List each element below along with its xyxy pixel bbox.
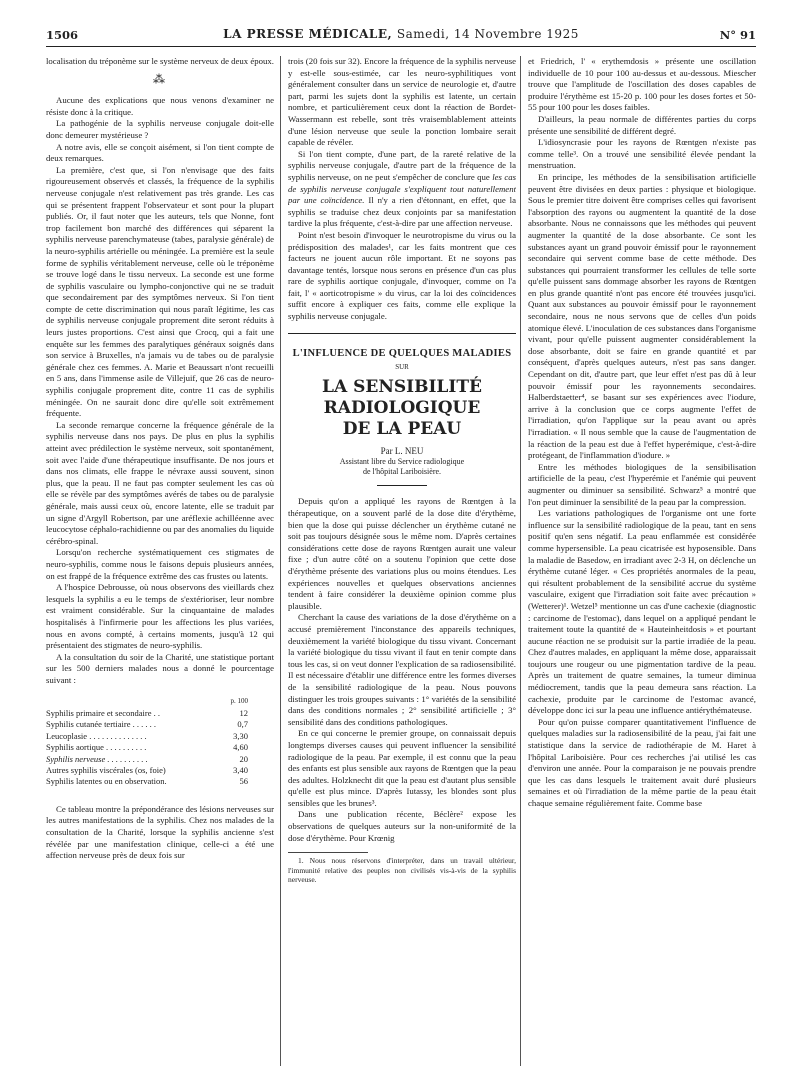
heading-rule: [377, 485, 427, 486]
article-title-line-3: DE LA PEAU: [342, 418, 462, 439]
table-label: Syphilis aortique . . . . . . . . . .: [46, 742, 147, 753]
text-run: Si l'on tient compte, d'une part, de la rareté relative de la syphilis nerveuse conjugale, d'autre part de la fréquence de la syphilis nerveuse, on ne peut s'empêcher de conclure que: [288, 148, 516, 182]
paragraph: En ce qui concerne le premier groupe, on connaissait depuis longtemps diverses causes qui peuvent influencer la sensibilité radiologique de la peau. Par exemple, il est connu que la peau des enfants est plus sensible aux rayons de Rœntgen que la peau des adultes. Holzknecht dit que la peau est d'autant plus sensible qu'elle est plus mince. D'après Iutassy, les blondes sont plus sensibles que les brunes³.: [288, 728, 516, 808]
paragraph: A la consultation du soir de la Charité, une statistique portant sur les 500 derniers malades nous a donné le pourcentage suivant :: [46, 651, 274, 685]
footnote: 1. Nous nous réservons d'interpréter, dans un travail ultérieur, l'immunité relative des peuples non civilisés vis-à-vis de la syphilis nerveuse.: [288, 856, 516, 885]
table-row: [46, 765, 256, 776]
page-number: 1506: [46, 28, 79, 42]
paragraph: Aucune des explications que nous venons d'examiner ne résiste donc à la critique.: [46, 95, 274, 117]
table-label: Syphilis nerveuse . . . . . . . . . .: [46, 753, 148, 764]
paragraph: Entre les méthodes biologiques de la sensibilisation artificielle de la peau, c'est l'hyperémie et l'anémie qui peuvent augmenter ou diminuer sa sensibilité. Schwarz⁵ a montré que l'on peut diminuer la sensibilité de la peau par la compression.: [528, 461, 756, 507]
italic-conclusion: les cas de syphilis nerveuse conjugale s'expliquent tout naturellement par une coïncidence.: [288, 171, 516, 206]
paragraph: Depuis qu'on a appliqué les rayons de Rœntgen à la thérapeutique, on a souvent parlé de la dose dite d'érythème, bien que la dose qui puisse déclencher un érythème cutané ne soit pas toujours désignée sous le même nom. D'après certaines considérations cette dose de rayons Rœntgen aurait une valeur fixe ; d'un autre côté on a soutenu l'opinion que cette dose d'érythème présente des variations plus ou moins étendues. Les expériences nouvelles et quelques observations anciennes tendent à faire considérer la deuxième opinion comme plus plausible.: [288, 496, 516, 611]
statistics-table: [46, 696, 256, 787]
paragraph: Lorsqu'on recherche systématiquement ces stigmates de neuro-syphilis, comme nous le faisons depuis plusieurs années, on est frappé de la fréquence extrême des cas frustes ou latents.: [46, 547, 274, 581]
paragraph: Pour qu'on puisse comparer quantitativement l'influence de quelques maladies sur la radiosensibilité de la peau, j'ai fait une statistique dans la service de radiothérapie de M. Haret à l'hôpital Lariboisière. Pour ces recherches j'ai utilisé les cas d'environ une année. Pour la comparaison je ne pouvais prendre que les cas dans lesquels le traitement avait duré plusieurs semaines et où l'irradiation de la même partie de la peau était chaque semaine régulièrement faite. Comme base: [528, 716, 756, 808]
table-value: 4,60: [233, 742, 248, 753]
table-row: [46, 776, 256, 787]
article-title-line-2: LA SENSIBILITÉ RADIOLOGIQUE: [322, 376, 482, 418]
table-label: Leucoplasie . . . . . . . . . . . . . .: [46, 730, 147, 741]
paragraph: En principe, les méthodes de la sensibilisation artificielle peuvent être divisées en deux parties : physique et biologique. Sous le premier titre doivent être comprises celles qui favorisent l'absorption des rayons ou augmentent la quantité de la dose absorbante. Nous ne connaissons que les méthodes qui peuvent augmenter la quantité de la dose absorbante. Ce sont les substances ayant un grand pouvoir émissif pour le rayonnement secondaire qui servent comme base de cette méthode. Des substances qui pourraient transformer les cellules de telle sorte qu'elle puissent sans dommage absorber les rayons de Rœntgen en plus grande quantité n'ont pas encore été trouvées jusqu'ici. Quant aux substances au pouvoir émissif pour le rayonnement secondaire, nous ne nous servons que de celles d'un poids atomique élevé. L'inoculation de ces substances dans l'organisme vivant, pour qu'elle puissent augmenter considérablement la dose absorbante, doit se faire en grande quantité et par conséquent, d'après quelques auteurs, n'est pas sans danger. Cependant on dit, d'autre part, que leur effet n'est pas dû à leur pouvoir émissif pour les rayonnements secondaires. Halberdstaetter⁴, se basant sur ses expériences avec l'iodure, arrive à la conclusion que ce corps augmente l'effet de l'irradiation, qu'on l'applique sur la peau avant ou après l'irradiation. « Il nous semble que la cause de l'augmentation de la réaction de la peau est due à l'effet hyperémique, c'est-à-dire protégeant, de l'inflammation d'iodure. »: [528, 171, 756, 461]
paragraph: La première, c'est que, si l'on n'envisage que des faits rigoureusement observés et classés, la fréquence de la syphilis nerveuse conjugale n'est relativement pas très grande. Les cas qui se présentent frappent l'observateur et sont pour la plupart publiés. Or, il faut noter que les auteurs, tels que Nonne, font trop facilement bon marché des différences qui séparent la syphilis nerveuse parenchymateuse (tabes, paralysie générale) de la neuro-syphilis artérielle ou méningée. La première est la seule forme de syphilis véritablement nerveuse, celle où le tréponème se trouve logé dans le tissu nerveux. La seconde est une forme de syphilis vasculaire ou lympho-conjonctive qui ne se traduit que secondairement par des symptômes nerveux. Si l'on tient compte de cette discrimination qui nous paraît légitime, les cas de syphilis nerveuse conjugale proprement dite seront réduits à leurs justes proportions. C'est ainsi que Crocq, qui a fait une enquête sur les femmes des paralytiques généraux soignés dans son service à Bruxelles, n'a jamais vu de tabes ou de paralysie générale chez ces femmes. A. Marie et Beaussart n'ont recueilli en 5 ans, dans l'immense asile de Villejuif, que 26 cas de neuro-syphilis conjugale proprement dite, contre 11 cas de syphilis méningée. On ne saurait donc dire qu'elle soit extrêmement fréquente.: [46, 164, 274, 419]
table-row: [46, 719, 256, 730]
table-value: 3,40: [233, 764, 248, 775]
article-title-sur: SUR: [395, 363, 409, 372]
issue-date: Samedi, 14 Novembre 1925: [396, 27, 579, 41]
paragraph: trois (20 fois sur 32). Encore la fréquence de la syphilis nerveuse y est-elle sous-estimée, car les neuro-syphilitiques vont généralement consulter dans un service de neurologie et, d'autre part, parmi les sujets dont la syphilis est latente, un certain nombre, et particulièrement ceux dont la réaction de Bordet-Wassermann est rebelle, sont très vraisemblablement atteints d'une lésion nerveuse que seule la ponction lombaire serait capable de révéler.: [288, 56, 516, 148]
paragraph: Ce tableau montre la prépondérance des lésions nerveuses sur les autres manifestations de la syphilis. Chez nos malades de la consultation de la Charité, lorsque la syphilis ancienne s'est révélée par une manifestation clinique, celle-ci a été une affection nerveuse près de deux fois sur: [46, 803, 274, 861]
table-row: [46, 754, 256, 765]
paragraph: A l'hospice Debrousse, où nous observons des vieillards chez lesquels la syphilis a eu le temps de s'extérioriser, leur nombre est vraiment considérable. Sur la cinquantaine de malades hospitalisés à l'infirmerie pour les affections les plus variées, nous en avons compté, à certains moments, jusqu'à 12 qui présentaient des stigmates de neuro-syphilis.: [46, 582, 274, 651]
table-unit: p. 100: [230, 697, 248, 706]
text-run: Il n'y a rien d'étonnant, en effet, que la syphilis se traduise chez deux conjoints par sa manifestation tardive la plus fréquente, c'est-à-dire par une affection nerveuse.: [288, 195, 516, 229]
table-value: 3,30: [233, 730, 248, 741]
table-row: [46, 731, 256, 742]
journal-name: LA PRESSE MÉDICALE,: [223, 27, 393, 41]
paragraph: Cherchant la cause des variations de la dose d'érythème on a accusé premièrement l'inconstance des appareils techniques, deuxièmement la variété biologique du tissu vivant. Concernant la variété biologique du tissu vivant il faut en tenir compte dans tous les cas, si on veut donner l'explication de sa radiosensibilité. Il est nécessaire d'établir une différence entre les formes diverses de la sensibilité radiologique de la peau. Nous pouvons distinguer les trois groupes suivants : 1° variétés de la sensibilité dans des conditions normales ; 2° sensibilité artificielle ; 3° sensibilité dans des conditions pathologiques.: [288, 612, 516, 727]
paragraph: A notre avis, elle se conçoit aisément, si l'on tient compte de deux remarques.: [46, 141, 274, 164]
table-value: 0,7: [237, 719, 248, 730]
issue-number: N° 91: [719, 28, 756, 42]
author-affiliation: de l'hôpital Lariboisière.: [362, 467, 442, 477]
paragraph: La seconde remarque concerne la fréquence générale de la syphilis nerveuse dans nos pays. De plus en plus la syphilis atteint avec prédilection le système nerveux, soit spontanément, soit avec l'aide d'une thérapeutique insuffisante. De nos jours et dans nos climats, elle frappe le névraxe aussi souvent, sinon plus, que la peau. Il ne faut pas compter seulement les cas où elle se révèle par des symptômes avérés de tabes ou de paralysie générale, mais aussi ceux où, encore latente, elle se traduit par un signe d'Argyll Robertson, par une aréflexie achilléenne avec leucocytose céphalo-rachidienne ou par des anomalies du liquide cérébro-spinal.: [46, 419, 274, 546]
paragraph: et Friedrich, l' « erythemdosis » présente une oscillation individuelle de 10 pour 100 au-dessus et au-dessous. Miescher trouve que l'amplitude de l'oscillation des doses capables de produire l'érythème est 15-20 p. 100 pour les doses fortes et 50-55 pour 100 pour les doses faibles.: [528, 56, 756, 113]
table-label: Syphilis latentes ou en observation.: [46, 776, 167, 787]
article-title-line-1: L'INFLUENCE DE QUELQUES MALADIES: [292, 347, 512, 359]
column-1: [46, 56, 274, 1066]
paragraph: L'idiosyncrasie pour les rayons de Rœntgen n'existe pas comme telle³. On a trouvé une sensibilité élevée pendant la menstruation.: [528, 137, 756, 171]
paragraph: La pathogénie de la syphilis nerveuse conjugale doit-elle donc demeurer mystérieuse ?: [46, 118, 274, 140]
column-divider: [520, 56, 521, 1066]
paragraph: [288, 149, 516, 230]
paragraph: localisation du tréponème sur le système nerveux de deux époux.: [46, 56, 274, 66]
column-divider: [280, 56, 281, 1066]
table-label: Syphilis primaire et secondaire . .: [46, 707, 161, 718]
table-label: Syphilis cutanée tertiaire . . . . . .: [46, 719, 156, 730]
table-value: 20: [239, 753, 248, 764]
paragraph: D'ailleurs, la peau normale de différentes parties du corps présente une sensibilité de différent degré.: [528, 113, 756, 136]
author-affiliation: Assistant libre du Service radiologique: [339, 457, 465, 467]
page-header: [46, 26, 756, 47]
table-row: [46, 708, 256, 719]
table-value: 12: [239, 707, 248, 718]
article-heading: [288, 333, 516, 487]
table-row: [46, 742, 256, 753]
table-value: 56: [239, 776, 248, 787]
journal-title: [46, 27, 756, 41]
paragraph: Point n'est besoin d'invoquer le neurotropisme du virus ou la prédisposition des malades¹, car les faits montrent que ces facteurs ne jouent aucun rôle important. Et ne soyons pas davantage tentés, lorsque nous serons en présence d'un cas plus rare de syphilis aortique conjugale, d'invoquer, comme on l'a fait, l' « aorticotropisme » du virus, car la loi des coïncidences suffit encore à expliquer ces faits, comme elle explique la syphilis nerveuse conjugale.: [288, 229, 516, 322]
paragraph: Les variations pathologiques de l'organisme ont une forte influence sur la sensibilité radiologique de la peau, tant en sens positif qu'en sens négatif. La peau enflammée est considérée comme hypersensible. La peau cicatrisée est hyposensible. Dans la maladie de Basedow, en irradiant avec 2-3 H, on déclenche un érythème cutané léger. « Ces propriétés anormales de la peau, qui résultent probablement de la sensibilité accrue du système vasculaire, exigent que l'irradiation soit faite avec précaution » (Wetterer)¹. Wetzel⁵ mentionne un cas d'une cachexie (diagnostic : carcinome de l'estomac), dans lequel on a appliqué pendant le traitement toute la quantité de « Hauteinheitdosis » et pourtant aucune réaction ne se produisit sur la partie irradiée de la peau. Chez d'autres malades, en appliquant la même dose, apparaissait toujours une rougeur ou une pigmentation tardive de la peau. Après un traitement de quatre semaines, la tumeur diminua médiocrement, tandis que la peau demeura sans réaction. La cachexie, produite par le carcinome de l'estomac avancé, développe donc ici sur la peau une influence antiérythémateuse.: [528, 508, 756, 716]
paragraph: Dans une publication récente, Béclère² expose les observations de quelques auteurs sur la non-uniformité de la dose d'érythème. Pour Krœnig: [288, 809, 516, 843]
article-author: Par L. NEU: [380, 445, 424, 456]
section-break-stars: ⁂: [153, 71, 167, 86]
column-3: [528, 56, 756, 1066]
column-2: [288, 56, 516, 1066]
table-label: Autres syphilis viscérales (os, foie): [46, 764, 166, 775]
